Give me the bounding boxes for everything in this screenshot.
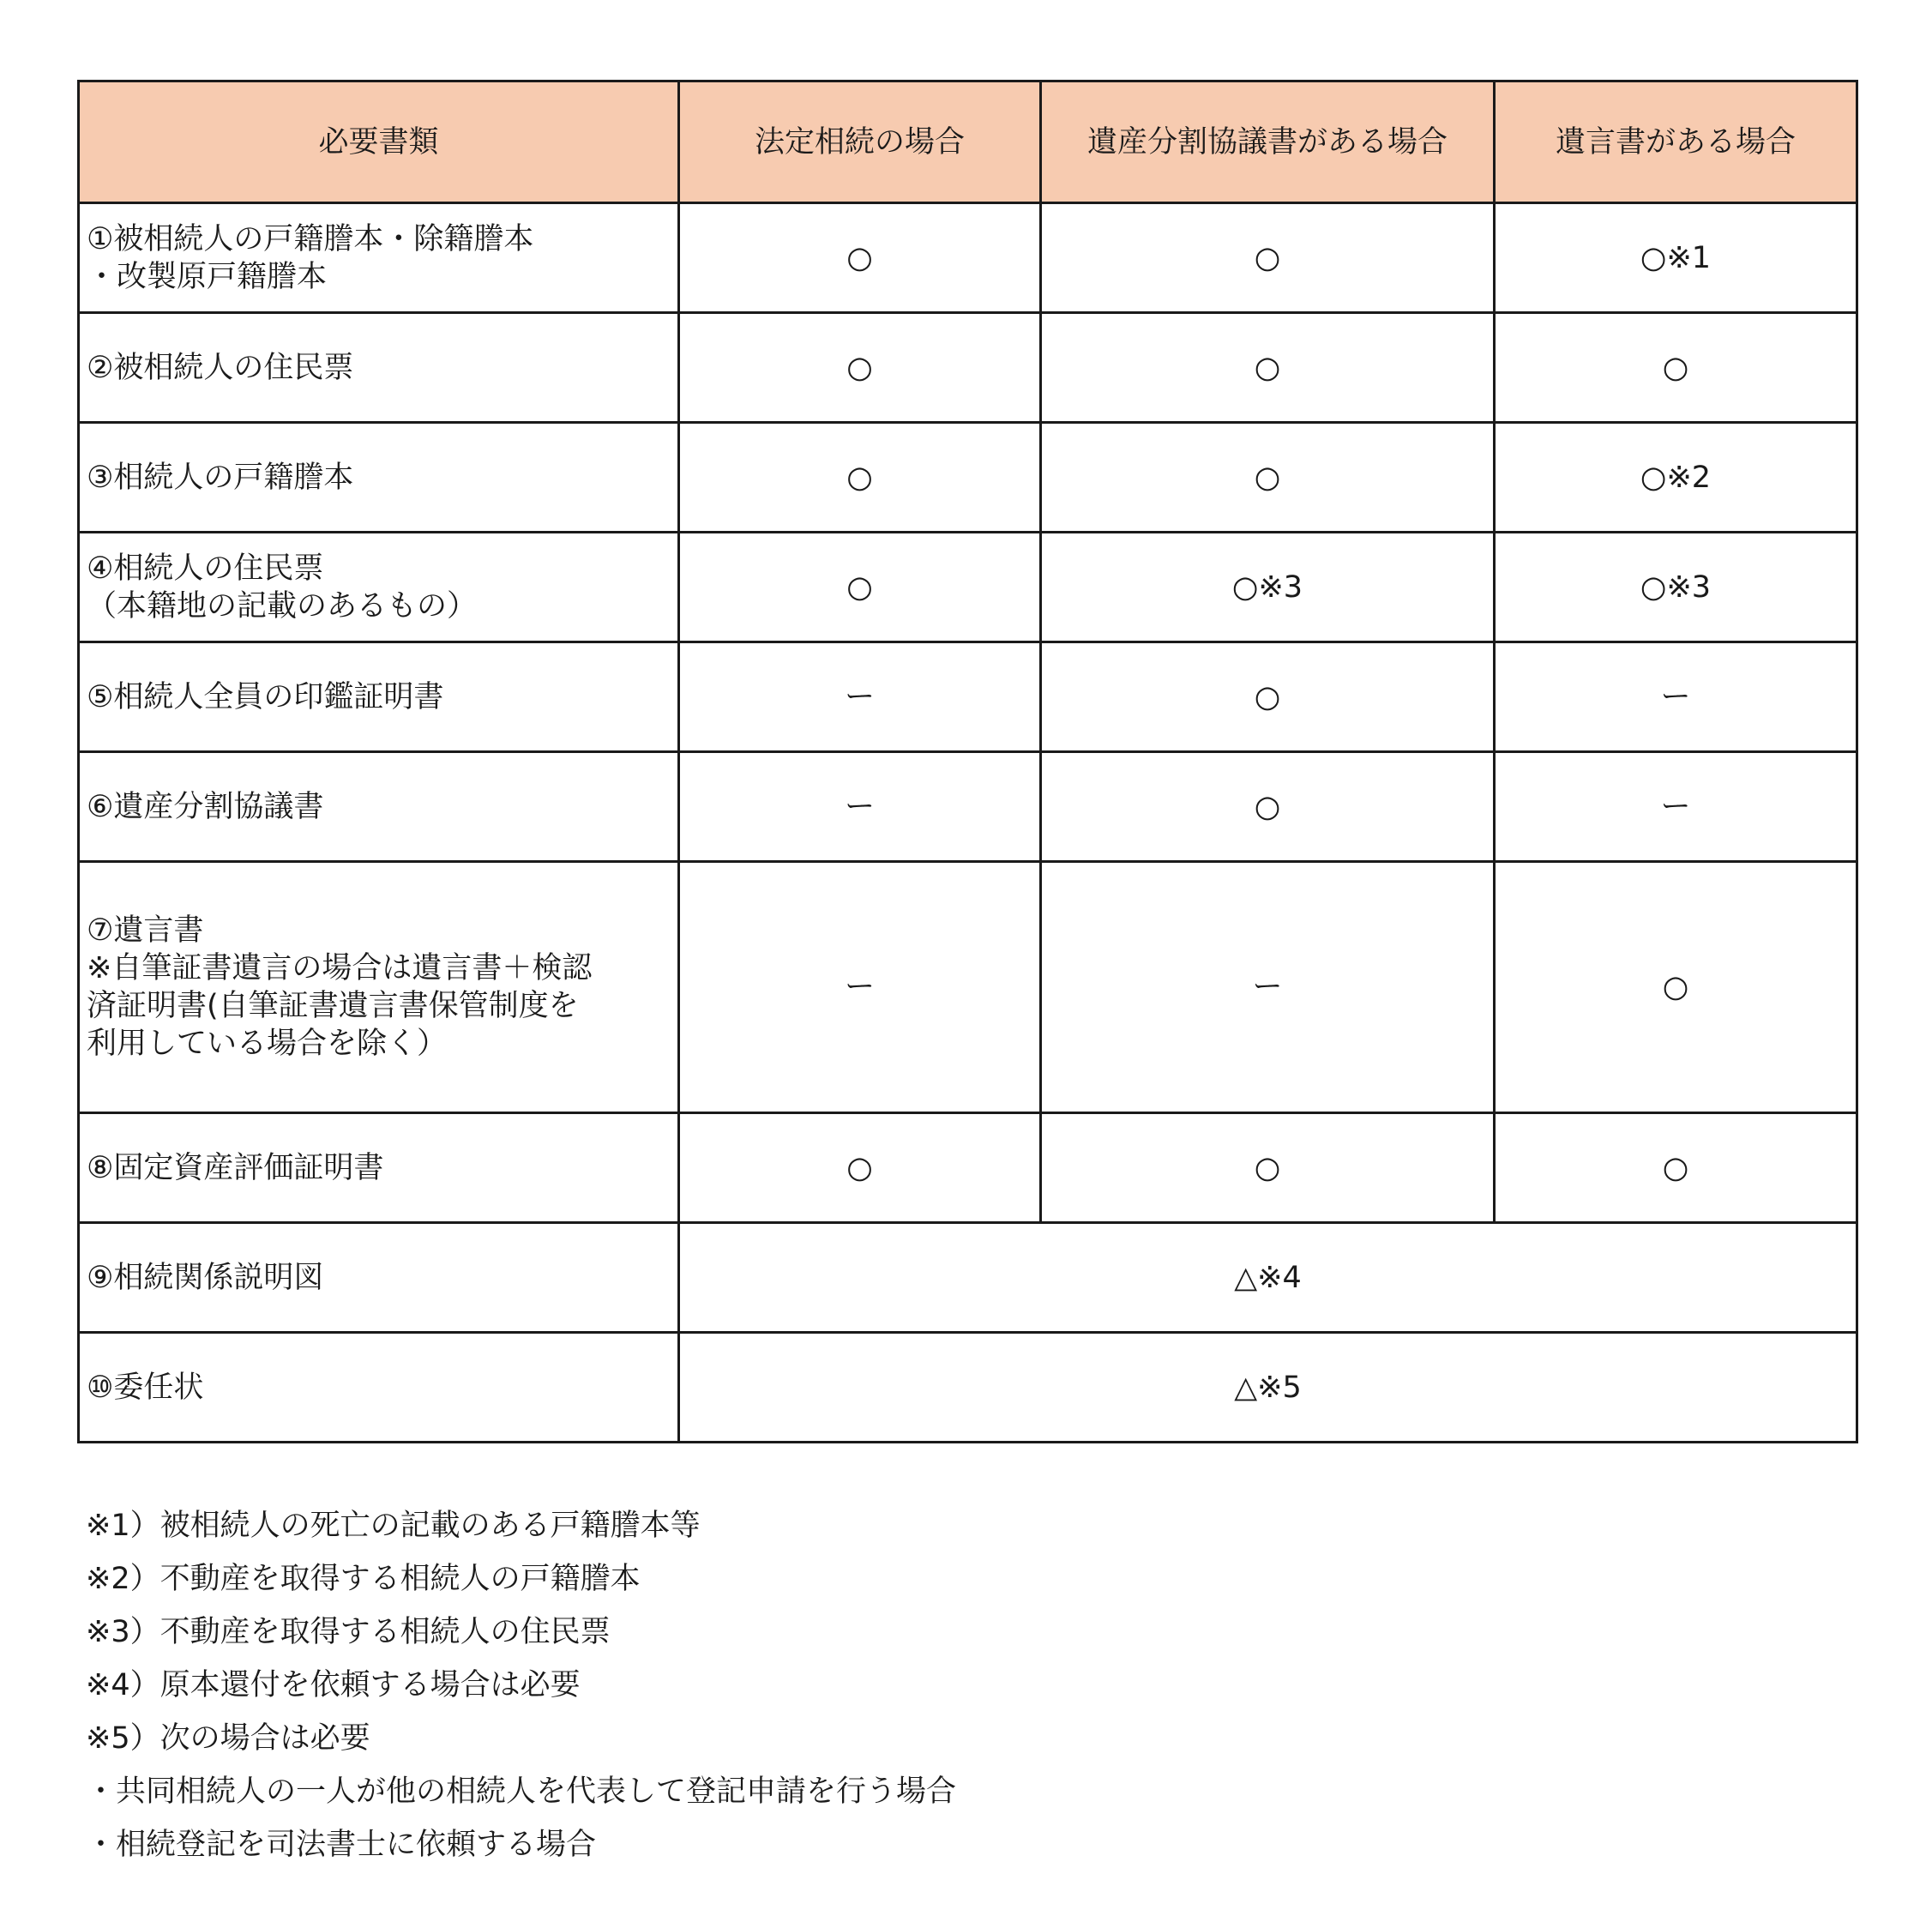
- row-item-label: ⑩委任状: [79, 1333, 679, 1443]
- row-item-label: ⑦遺言書 ※自筆証書遺言の場合は遺言書＋検認 済証明書(自筆証書遺言書保管制度を 利用している場合を除く）: [79, 862, 679, 1113]
- footnote: ※5）次の場合は必要: [86, 1721, 370, 1756]
- cell-agreement: ○: [1041, 313, 1495, 423]
- cell-will: ー: [1495, 752, 1857, 862]
- table-row: [79, 752, 1857, 862]
- footnotes: [86, 1499, 1801, 1871]
- cell-agreement: ー: [1041, 862, 1495, 1113]
- footnote: ・相続登記を司法書士に依頼する場合: [86, 1828, 597, 1862]
- row-item-label: ①被相続人の戸籍謄本・除籍謄本 ・改製原戸籍謄本: [79, 203, 679, 313]
- cell-legal: ○: [679, 533, 1041, 642]
- row-item-label: ⑨相続関係説明図: [79, 1223, 679, 1333]
- row-item-label: ⑥遺産分割協議書: [79, 752, 679, 862]
- cell-legal: ー: [679, 642, 1041, 752]
- cell-agreement: ○: [1041, 1113, 1495, 1223]
- cell-legal: ー: [679, 752, 1041, 862]
- cell-legal: ○: [679, 423, 1041, 533]
- cell-agreement: ○: [1041, 752, 1495, 862]
- table-row-merged: [79, 1223, 1857, 1333]
- footnote: ※1）被相続人の死亡の記載のある戸籍謄本等: [86, 1509, 701, 1543]
- cell-agreement: ○: [1041, 423, 1495, 533]
- cell-will: ○※1: [1495, 203, 1857, 313]
- row-item-label: ⑧固定資産評価証明書: [79, 1113, 679, 1223]
- row-item-label: ⑤相続人全員の印鑑証明書: [79, 642, 679, 752]
- table-row: [79, 862, 1857, 1113]
- cell-will: ○: [1495, 313, 1857, 423]
- row-item-label: ②被相続人の住民票: [79, 313, 679, 423]
- table-row: [79, 642, 1857, 752]
- header-documents: 必要書類: [79, 81, 679, 203]
- cell-legal: ○: [679, 203, 1041, 313]
- cell-will: ○: [1495, 1113, 1857, 1223]
- cell-legal: ○: [679, 313, 1041, 423]
- header-division-agreement: 遺産分割協議書がある場合: [1041, 81, 1495, 203]
- cell-merged-value: △※5: [679, 1333, 1857, 1443]
- footnote: ※3）不動産を取得する相続人の住民票: [86, 1615, 611, 1649]
- cell-legal: ー: [679, 862, 1041, 1113]
- footnote: ※2）不動産を取得する相続人の戸籍謄本: [86, 1562, 641, 1596]
- header-legal-inheritance: 法定相続の場合: [679, 81, 1041, 203]
- row-item-label: ③相続人の戸籍謄本: [79, 423, 679, 533]
- header-will: 遺言書がある場合: [1495, 81, 1857, 203]
- table-row-merged: [79, 1333, 1857, 1443]
- table-header-row: [79, 81, 1857, 203]
- cell-will: ○: [1495, 862, 1857, 1113]
- table-row: [79, 313, 1857, 423]
- cell-will: ○※2: [1495, 423, 1857, 533]
- footnote: ・共同相続人の一人が他の相続人を代表して登記申請を行う場合: [86, 1774, 957, 1809]
- row-item-label: ④相続人の住民票 （本籍地の記載のあるもの）: [79, 533, 679, 642]
- table-row: [79, 423, 1857, 533]
- cell-agreement: ○: [1041, 642, 1495, 752]
- cell-agreement: ○※3: [1041, 533, 1495, 642]
- cell-agreement: ○: [1041, 203, 1495, 313]
- table-row: [79, 203, 1857, 313]
- cell-legal: ○: [679, 1113, 1041, 1223]
- cell-will: ー: [1495, 642, 1857, 752]
- cell-will: ○※3: [1495, 533, 1857, 642]
- table-row: [79, 533, 1857, 642]
- footnote: ※4）原本還付を依頼する場合は必要: [86, 1668, 581, 1702]
- cell-merged-value: △※4: [679, 1223, 1857, 1333]
- table-row: [79, 1113, 1857, 1223]
- required-documents-table: [77, 80, 1858, 1443]
